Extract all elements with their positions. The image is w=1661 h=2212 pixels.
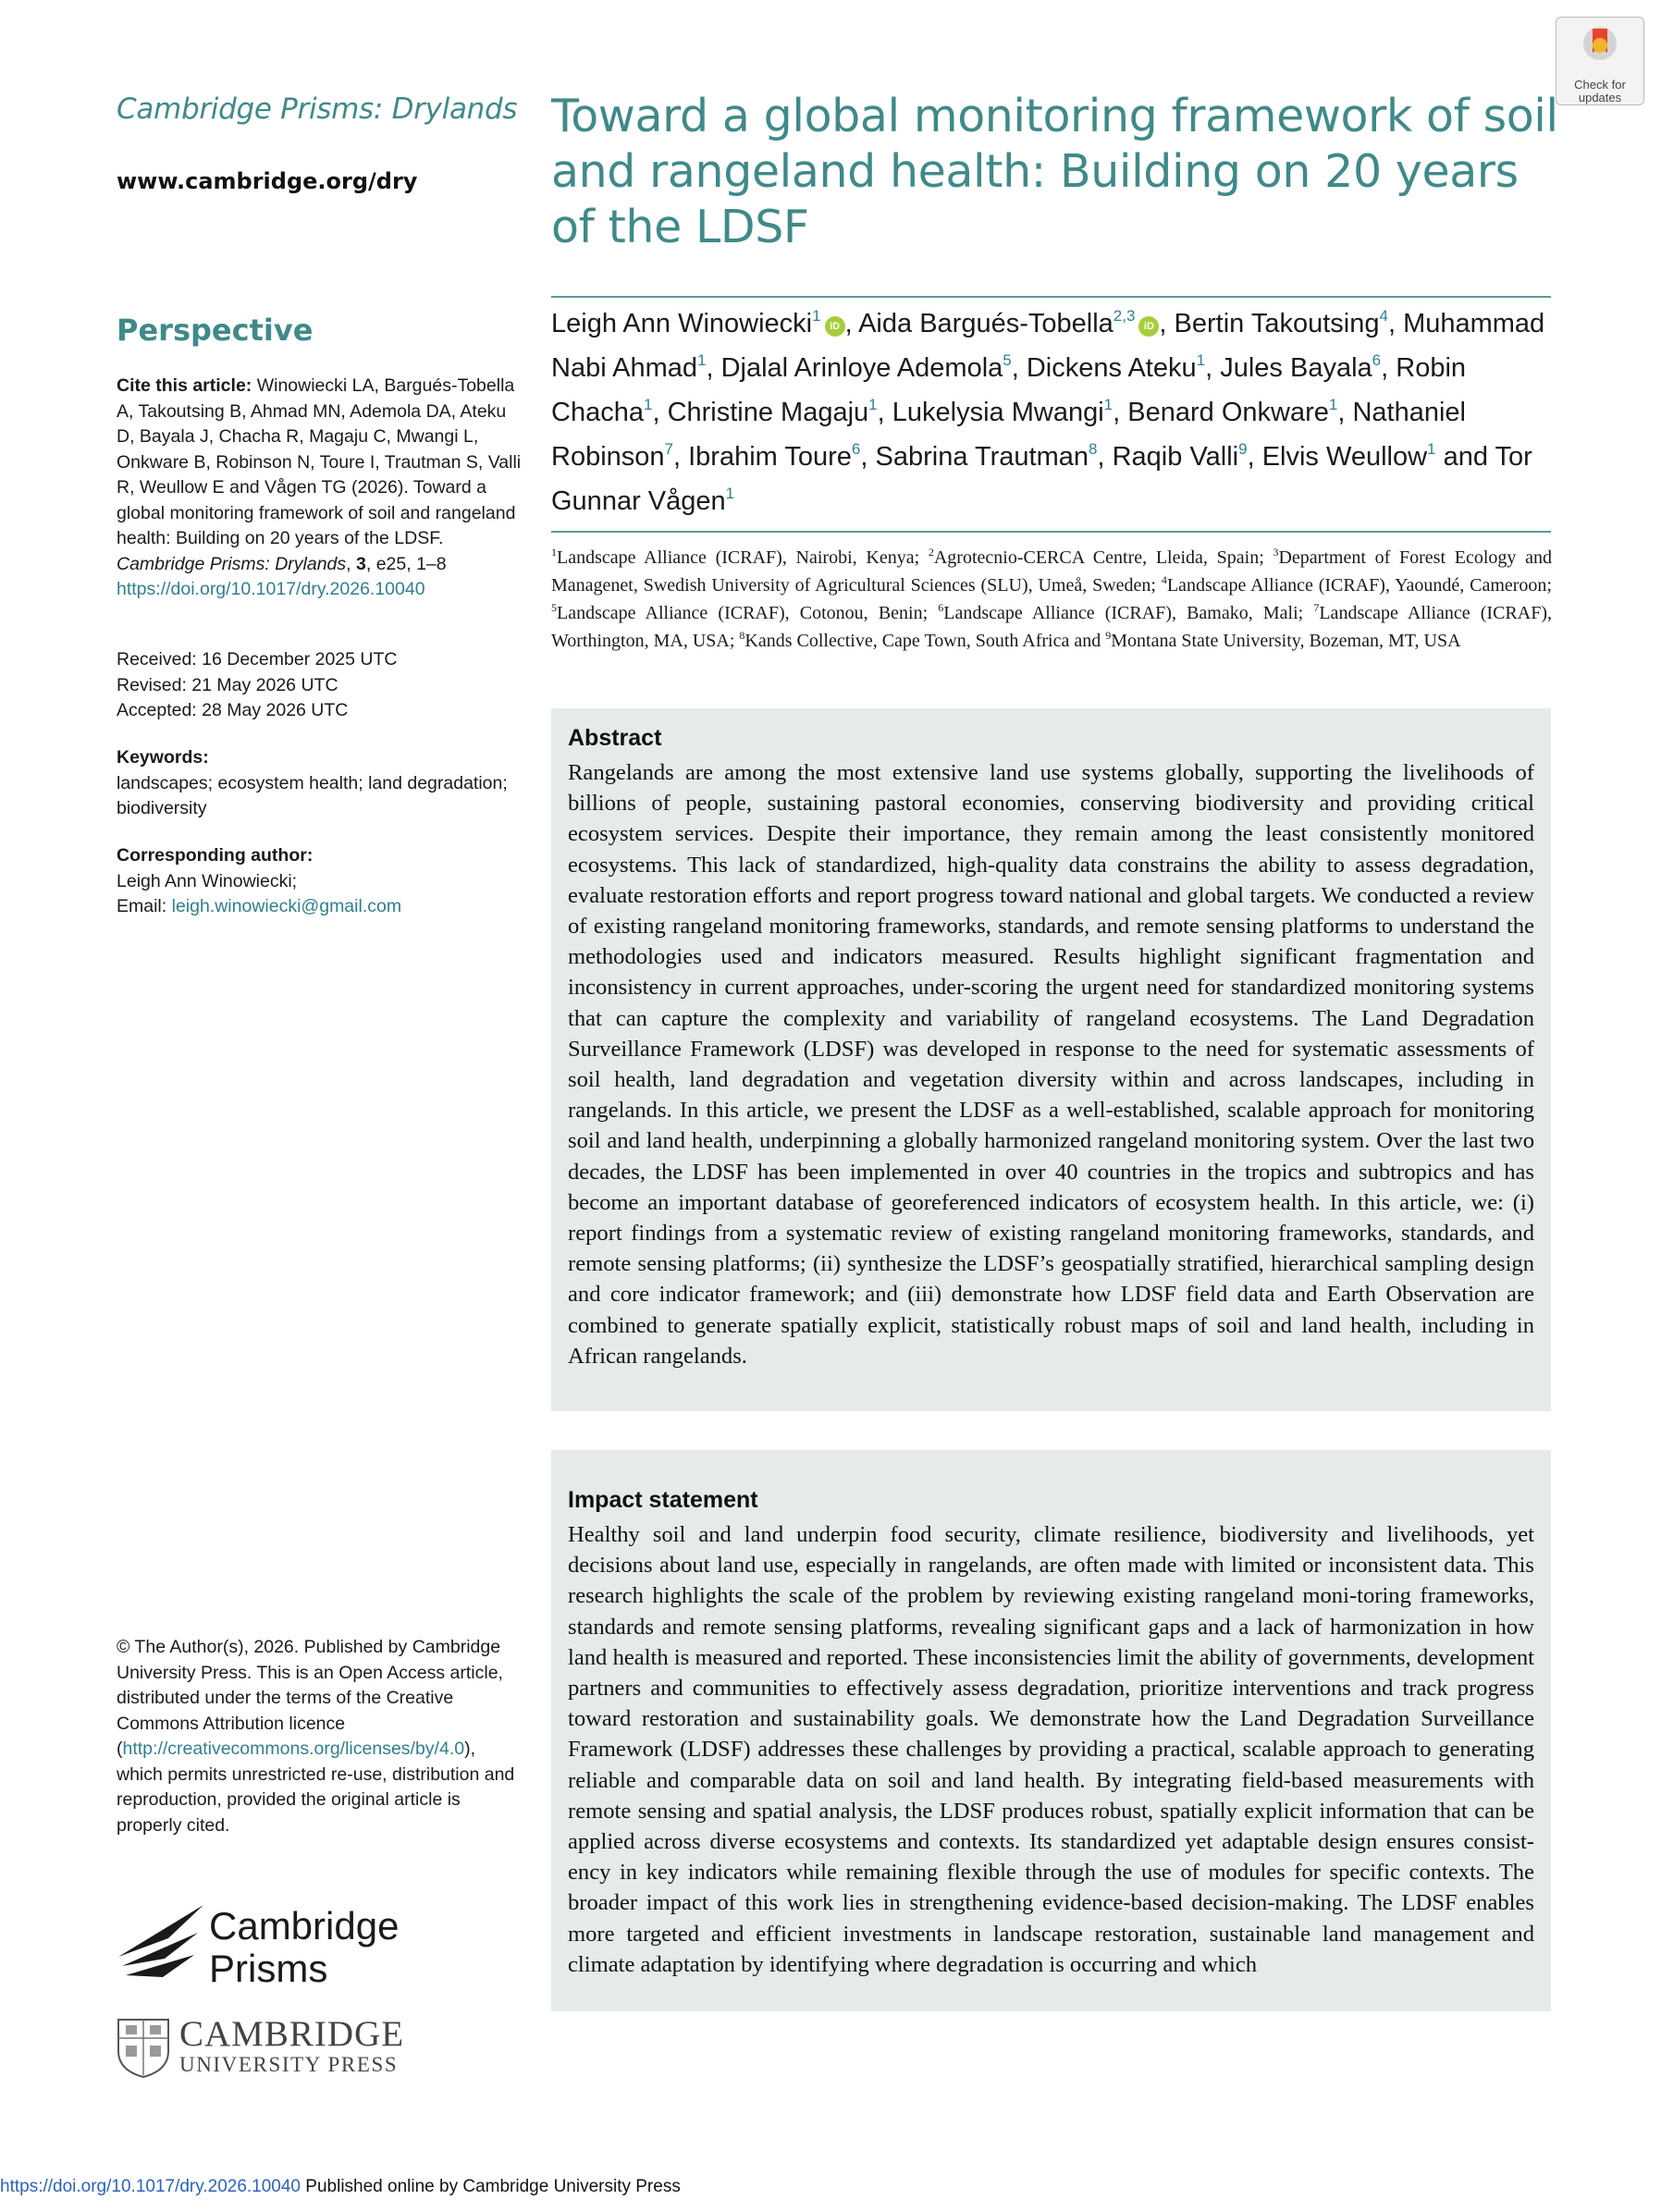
author-separator: , [1205, 353, 1221, 383]
author-separator: , [652, 398, 668, 427]
author-affiliation-marker: 8 [1089, 440, 1098, 458]
keywords-block [117, 745, 523, 822]
author-name: Ibrahim Toure [688, 442, 852, 472]
article-type-label: Perspective [117, 313, 314, 348]
journal-name: Cambridge Prisms: Drylands [117, 92, 518, 126]
author-separator: and [1435, 442, 1495, 472]
author-name: Nathaniel Robinson [551, 398, 1466, 472]
revised-date: Revised: 21 May 2026 UTC [117, 674, 338, 695]
author-name: Bertin Takoutsing [1174, 309, 1380, 338]
author-affiliation-marker: 1 [868, 396, 878, 413]
author-separator: , [706, 353, 721, 383]
cite-journal: Cambridge Prisms: Drylands [117, 553, 347, 574]
author-affiliation-marker: 1 [643, 396, 653, 413]
affiliation-number: 9 [1105, 629, 1112, 642]
title-rule [551, 296, 1551, 298]
corresponding-label: Corresponding author: [117, 845, 314, 866]
impact-box [551, 1450, 1551, 2011]
prisms-logo-line2: Prisms [209, 1947, 328, 1990]
affiliation-number: 8 [739, 629, 745, 642]
prisms-logo-line1: Cambridge [209, 1904, 400, 1948]
affiliation-number: 4 [1161, 573, 1167, 586]
cite-volume: 3 [356, 553, 366, 574]
author-separator: , [1097, 442, 1113, 472]
abstract-heading: Abstract [568, 725, 662, 751]
journal-url[interactable]: www.cambridge.org/dry [117, 168, 418, 194]
author-list [551, 301, 1559, 523]
affiliation-text: Montana State University, Bozeman, MT, USA [1111, 631, 1461, 651]
cite-text: Winowiecki LA, Bargués-Tobella A, Takoutsing B, Ahmad MN, Ademola DA, Ateku D, Bayala J, Chacha R, Magaju C, Mwangi L, Onkware B, Robinson N, Toure I, Trautman S, Valli R, Weullow E and Vågen TG (2026). Toward a global monitoring framework of soil and rangeland health: Building on 20 years of the LDSF. [117, 375, 522, 548]
cite-pages: , e25, 1–8 [365, 553, 447, 574]
orcid-icon[interactable]: iD [1138, 316, 1159, 337]
check-for-updates-label: Check for updates [1574, 78, 1626, 104]
abstract-text: Rangelands are among the most extensive land use systems globally, supporting the livelihoods of billions of people, sustaining pastoral economies, conserving biodiversity and providing critical ecosystem services. Despite their importance, they remain among the least consistently monitored ecosystems. This lack of standardized, high-quality data constrains the ability to assess degradation, evaluate restoration efforts and report progress toward national and global targets. We conducted a review of existing rangeland monitoring frameworks, standards, and remote sensing platforms to understand the methodologies used and indicators measured. Results highlight significant fragmentation and inconsistency in current approaches, under-scoring the urgent need for standardized monitoring systems that can capture the complexity and variability of rangeland ecosystems. The Land Degradation Surveillance Framework (LDSF) was developed in response to the need for systematic assessments of soil health, land degradation and vegetation diversity within and across landscapes, including in rangelands. In this article, we present the LDSF as a well-established, scalable approach for monitoring soil and land health, underpinning a globally harmonized rangeland monitoring system. Over the last two decades, the LDSF has been implemented in over 40 countries in the tropics and subtropics and has become an important database of georeferenced indicators of ecosystem health. In this article, we: (i) report findings from a systematic review of existing rangeland monitoring frameworks, standards, and remote sensing platforms; (ii) synthesize the LDSF’s geospatially stratified, hierarchical sampling design and core indicator framework; and (iii) demonstrate how LDSF field data and Earth Observation are combined to generate spatially explicit, statistically robust maps of soil and land health, including in African rangelands. [568, 760, 1534, 1369]
affiliation-text: Landscape Alliance (ICRAF), Yaoundé, Cameroon; [1166, 575, 1552, 596]
author-affiliation-marker: 7 [664, 440, 673, 458]
keywords-label: Keywords: [117, 747, 209, 768]
affiliation-number: 1 [551, 546, 557, 559]
cambridge-prisms-logo [117, 1905, 449, 2007]
affiliation-text: Landscape Alliance (ICRAF), Cotonou, Benin; [557, 603, 939, 623]
article-title: Toward a global monitoring framework of soil and rangeland health: Building on 20 years of the LDSF [551, 90, 1558, 253]
author-affiliation-marker: 4 [1379, 307, 1388, 325]
authors-rule [551, 531, 1551, 533]
affiliation-number: 6 [938, 601, 944, 614]
author-name: Jules Bayala [1220, 353, 1372, 383]
crossmark-icon [1579, 23, 1621, 71]
affiliation-text: Landscape Alliance (ICRAF), Nairobi, Kenya; [557, 547, 929, 568]
author-affiliation-marker: 1 [697, 351, 707, 369]
author-name: Dickens Ateku [1026, 353, 1197, 383]
impact-heading: Impact statement [568, 1487, 758, 1513]
author-name: Robin Chacha [551, 353, 1467, 427]
cup-shield-icon [117, 2018, 170, 2079]
affiliation-text: Landscape Alliance (ICRAF), Worthington, MA, USA; [551, 603, 1552, 651]
corresponding-block [117, 843, 523, 920]
author-affiliation-marker: 1 [1103, 396, 1113, 413]
author-affiliation-marker: 1 [725, 485, 735, 502]
author-separator: , [1337, 398, 1353, 427]
affiliation-number: 3 [1273, 546, 1279, 559]
author-name: Christine Magaju [667, 398, 869, 427]
license-text-after: ), which permits unrestricted re-use, distribution and reproduction, provided the original article is properly cited. [117, 1739, 515, 1836]
sidebar [117, 92, 523, 194]
impact-text: Healthy soil and land underpin food security, climate resilience, biodiversity and livelihoods, yet decisions about land use, especially in rangelands, are often made with limited or inconsistent data. This research highlights the scale of the problem by reviewing existing rangeland moni-toring frameworks, standards and remote sensing platforms, revealing significant gaps and a lack of harmonization in how land health is measured and reported. These inconsistencies limit the ability of governments, development partners and communities to effectively assess degradation, prioritize interventions and track progress toward restoration and sustainability goals. We demonstrate how the Land Degradation Surveillance Framework (LDSF) addresses these challenges by providing a practical, scalable approach to generating reliable and comparable data on soil and land health. By integrating field-based measurements with remote sensing and spatial analysis, the LDSF produces robust, spatially explicit information that can be applied across diverse ecosystems and contexts. Its standardized yet adaptable design ensures consist-ency in key indicators while remaining flexible through the use of modules for specific contexts. The broader impact of this work lies in strengthening evidence-based decision-making. The LDSF enables more targeted and efficient investments in landscape restoration, sustainable land management and climate adaptation by identifying where degradation is occurring and which [568, 1522, 1534, 1977]
cite-doi-link[interactable]: https://doi.org/10.1017/dry.2026.10040 [117, 579, 425, 599]
author-name: Aida Bargués-Tobella [858, 309, 1113, 338]
author-affiliation-marker: 1 [1328, 396, 1338, 413]
author-name: Muhammad Nabi Ahmad [551, 309, 1545, 383]
author-separator: , [1159, 309, 1175, 338]
author-name: Lukelysia Mwangi [892, 398, 1104, 427]
author-separator: , [844, 309, 859, 338]
author-separator: , [1247, 442, 1262, 472]
footer-text: Published online by Cambridge University Press [301, 2177, 681, 2196]
orcid-icon[interactable]: iD [825, 316, 845, 337]
author-name: Djalal Arinloye Ademola [720, 353, 1003, 383]
author-affiliation-marker: 1 [812, 307, 821, 325]
affiliations [551, 544, 1552, 655]
affiliation-number: 5 [551, 601, 557, 614]
author-separator: , [1113, 398, 1128, 427]
email-label: Email: [117, 896, 172, 916]
abstract-box [551, 708, 1551, 1411]
license-block [117, 1635, 523, 1838]
author-affiliation-marker: 2,3 [1113, 307, 1136, 325]
cup-logo-line1: CAMBRIDGE [179, 2014, 405, 2054]
author-affiliation-marker: 6 [851, 440, 861, 458]
email-link[interactable]: leigh.winowiecki@gmail.com [171, 896, 402, 916]
accepted-date: Accepted: 28 May 2026 UTC [117, 700, 349, 720]
author-separator: , [1381, 353, 1396, 383]
affiliation-text: Landscape Alliance (ICRAF), Bamako, Mali; [943, 603, 1314, 623]
author-name: Benard Onkware [1127, 398, 1329, 427]
author-affiliation-marker: 5 [1003, 351, 1012, 369]
prisms-mark-icon [117, 1905, 209, 1981]
author-separator: , [877, 398, 892, 427]
affiliation-text: Kands Collective, Cape Town, South Africa and [744, 631, 1106, 651]
cambridge-university-press-logo [117, 2016, 449, 2090]
cite-block: Cite this article: Winowiecki LA, Bargués-Tobella A, Takoutsing B, Ahmad MN, Ademola DA, Ateku D, Bayala J, Chacha R, Magaju C, Mwangi L, Onkware B, Robinson N, Toure I, Trautman S, Valli R, Weullow E and Vågen TG (2026). Toward a global monitoring framework of soil and rangeland health: Building on 20 years of the LDSF. Cambridge Prisms: Drylands, 3, e25, 1–8 https://doi.org/10.1017/dry.2026.10040 [117, 375, 522, 599]
affiliation-text: Agrotecnio-CERCA Centre, Lleida, Spain; [933, 547, 1273, 568]
corresponding-name: Leigh Ann Winowiecki; [117, 870, 298, 891]
author-separator: , [1387, 309, 1404, 338]
dates-block [117, 647, 523, 724]
author-name: Elvis Weullow [1261, 442, 1428, 472]
author-affiliation-marker: 1 [1427, 440, 1436, 458]
author-separator: , [860, 442, 876, 472]
author-name: Raqib Valli [1112, 442, 1239, 472]
received-date: Received: 16 December 2025 UTC [117, 649, 398, 670]
author-affiliation-marker: 6 [1372, 351, 1382, 369]
page-footer [0, 2177, 681, 2197]
author-separator: , [673, 442, 689, 472]
author-name: Tor Gunnar Vågen [551, 442, 1532, 516]
author-affiliation-marker: 1 [1196, 351, 1206, 369]
publisher-logos [117, 1905, 449, 2090]
affiliation-text: Department of Forest Ecology and Managenet, Swedish University of Agricultural Sciences (SLU), Umeå, Sweden; [551, 547, 1552, 596]
author-affiliation-marker: 9 [1238, 440, 1248, 458]
cite-label: Cite this article: [117, 375, 252, 396]
check-for-updates-badge[interactable] [1556, 17, 1644, 105]
cup-logo-line2: UNIVERSITY PRESS [179, 2053, 399, 2076]
affiliation-number: 2 [928, 546, 934, 559]
license-link[interactable]: http://creativecommons.org/licenses/by/4.0 [122, 1739, 465, 1759]
license-text-before: © The Author(s), 2026. Published by Cambridge University Press. This is an Open Access article, distributed under the terms of the Creative Commons Attribution licence ( [117, 1637, 503, 1759]
author-name: Sabrina Trautman [875, 442, 1089, 472]
author-separator: , [1011, 353, 1027, 383]
affiliation-number: 7 [1313, 601, 1320, 614]
keywords-text: landscapes; ecosystem health; land degradation; biodiversity [117, 772, 508, 818]
author-name: Leigh Ann Winowiecki [551, 309, 813, 338]
footer-doi-link[interactable]: https://doi.org/10.1017/dry.2026.10040 [0, 2177, 301, 2196]
